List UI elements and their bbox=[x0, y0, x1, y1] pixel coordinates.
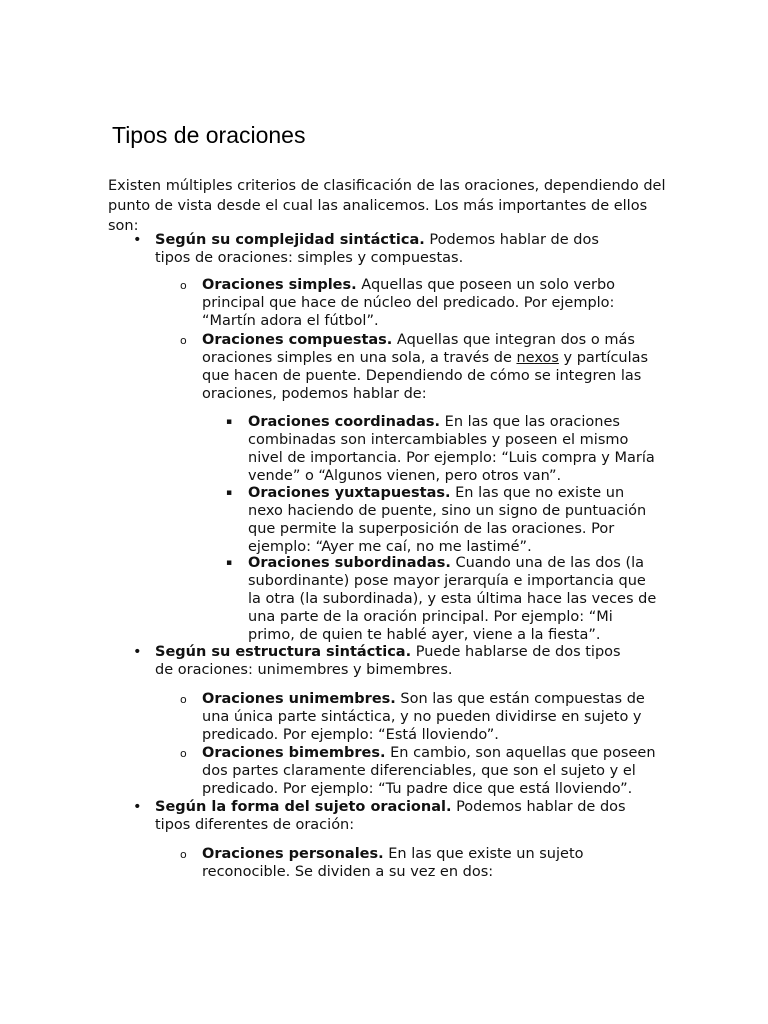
item-desc: Cuando una de las dos (la subordinante) pose mayor jerarquía e importancia que la otra (la subordinada), y esta última hace las veces de una parte de la oración principal. Por ejemplo: “Mi primo, de quien te hablé ayer, viene a la fiesta”. bbox=[248, 555, 657, 643]
item-desc: Podemos hablar de dos tipos de oraciones: simples y compuestas. bbox=[155, 232, 599, 266]
item-desc: Aquellas que poseen un solo verbo principal que hace de núcleo del predicado. Por ejemplo: “Martín adora el fútbol”. bbox=[202, 277, 616, 329]
item-term: Oraciones subordinadas. bbox=[248, 555, 451, 571]
item-desc: En las que existe un sujeto reconocible. Se dividen a su vez en dos: bbox=[202, 846, 584, 880]
list-item-simples bbox=[180, 276, 672, 330]
list-item-personales bbox=[180, 845, 672, 881]
item-desc: En cambio, son aquellas que poseen dos partes claramente diferenciables, que son el sujeto y el predicado. Por ejemplo: “Tu padre dice que está lloviendo”. bbox=[202, 745, 656, 797]
item-desc: Podemos hablar de dos tipos diferentes de oración: bbox=[155, 799, 626, 833]
list-item-subordinadas bbox=[226, 554, 658, 644]
item-term: Oraciones coordinadas. bbox=[248, 414, 441, 430]
item-term: Oraciones compuestas. bbox=[202, 332, 393, 348]
nexos-link[interactable]: nexos bbox=[516, 350, 559, 366]
bullet-marker: • bbox=[133, 644, 142, 660]
page-title: Tipos de oraciones bbox=[112, 122, 306, 148]
item-term: Oraciones personales. bbox=[202, 846, 384, 862]
item-term: Oraciones bimembres. bbox=[202, 745, 386, 761]
circle-marker: o bbox=[180, 279, 187, 292]
item-desc: Son las que están compuestas de una única parte sintáctica, y no pueden dividirse en sujeto y predicado. Por ejemplo: “Está lloviendo”. bbox=[202, 691, 645, 743]
item-desc: En las que las oraciones combinadas son intercambiables y poseen el mismo nivel de importancia. Por ejemplo: “Luis compra y María vende” o “Algunos vienen, pero otros van”. bbox=[248, 414, 655, 484]
circle-marker: o bbox=[180, 848, 187, 861]
list-item-yuxtapuestas bbox=[226, 484, 648, 556]
list-item-unimembres bbox=[180, 690, 662, 744]
item-term: Oraciones simples. bbox=[202, 277, 357, 293]
square-marker: ▪ bbox=[226, 417, 233, 427]
item-term: Según la forma del sujeto oracional. bbox=[155, 799, 452, 815]
item-desc: Puede hablarse de dos tipos de oraciones: unimembres y bimembres. bbox=[155, 644, 621, 678]
item-desc: Aquellas que integran dos o más oraciones simples en una sola, a través de bbox=[202, 332, 635, 366]
item-term: Según su estructura sintáctica. bbox=[155, 644, 412, 660]
item-term: Según su complejidad sintáctica. bbox=[155, 232, 425, 248]
list-item-bimembres bbox=[180, 744, 672, 798]
list-item-complejidad bbox=[133, 231, 635, 267]
square-marker: ▪ bbox=[226, 558, 233, 568]
list-item-coordinadas bbox=[226, 413, 658, 485]
list-item-estructura bbox=[133, 643, 625, 679]
bullet-marker: • bbox=[133, 232, 142, 248]
item-term: Oraciones unimembres. bbox=[202, 691, 396, 707]
bullet-marker: • bbox=[133, 799, 142, 815]
intro-paragraph: Existen múltiples criterios de clasificación de las oraciones, dependiendo del punto de vista desde el cual las analicemos. Los más importantes de ellos son: bbox=[108, 178, 666, 234]
item-desc: En las que no existe un nexo haciendo de puente, sino un signo de puntuación que permite la superposición de las oraciones. Por ejemplo: “Ayer me caí, no me lastimé”. bbox=[248, 485, 647, 555]
list-item-sujeto bbox=[133, 798, 635, 834]
square-marker: ▪ bbox=[226, 488, 233, 498]
circle-marker: o bbox=[180, 747, 187, 760]
item-desc: y partículas que hacen de puente. Dependiendo de cómo se integren las oraciones, podemos hablar de: bbox=[202, 350, 649, 402]
circle-marker: o bbox=[180, 334, 187, 347]
item-term: Oraciones yuxtapuestas. bbox=[248, 485, 451, 501]
circle-marker: o bbox=[180, 693, 187, 706]
list-item-compuestas bbox=[180, 331, 662, 403]
